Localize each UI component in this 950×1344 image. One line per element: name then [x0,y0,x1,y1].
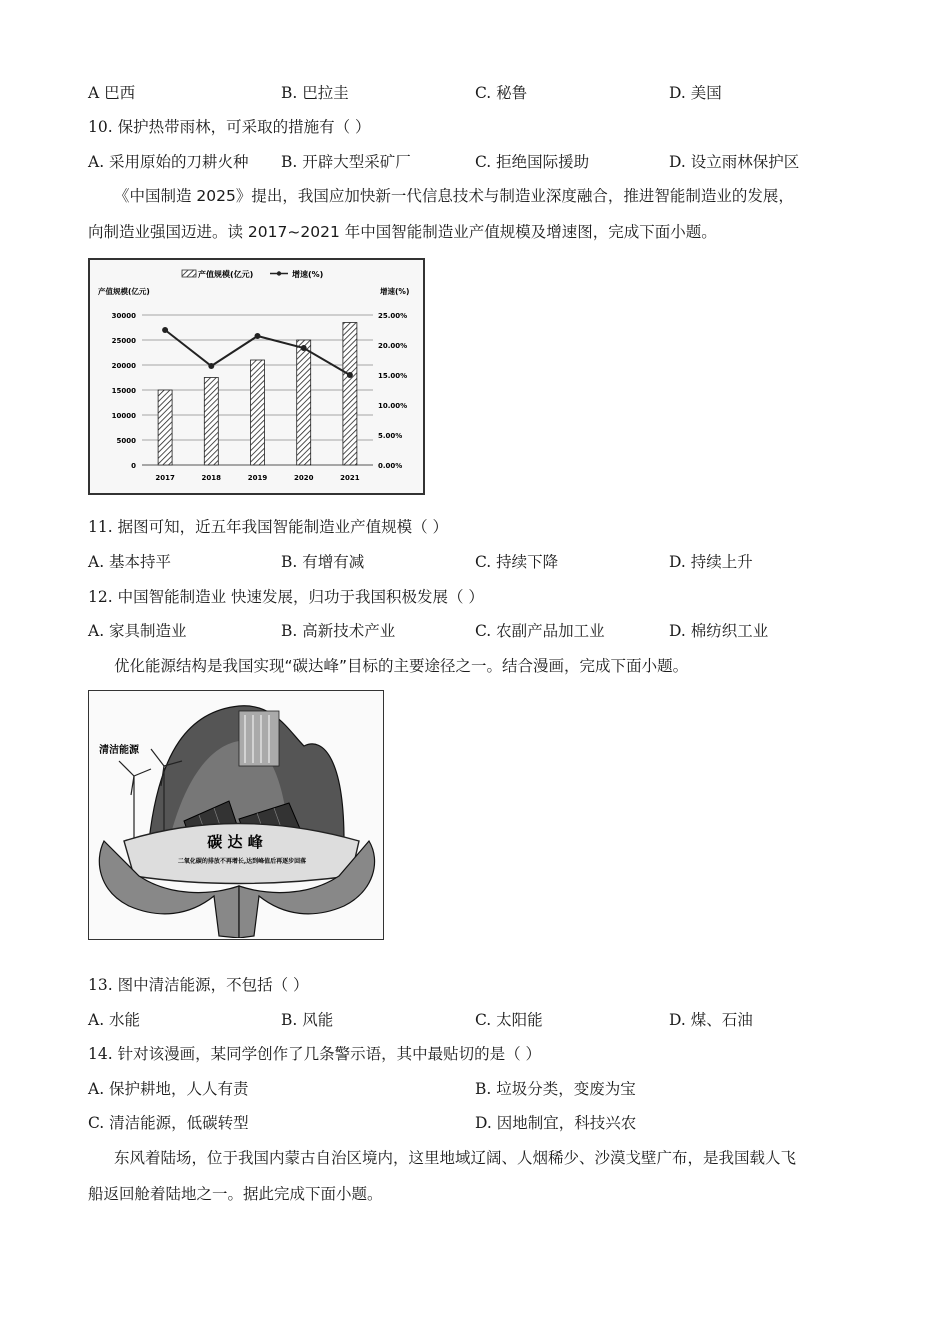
bar-2018 [204,378,218,466]
q10-stem: 10. 保护热带雨林，可采取的措施有（ ） [88,118,371,136]
carbon-peak-caption: 二氧化碳的排放不再增长,达到峰值后再逐步回落 [177,858,307,865]
chart-figure [88,258,425,495]
x-tick-label: 2018 [201,474,222,482]
y2-tick-label: 15.00% [378,372,408,380]
chart-legend [182,269,323,279]
legend-bar-swatch [182,270,196,277]
y2-tick-label: 20.00% [378,342,408,350]
q9-option-c: C. 秘鲁 [475,84,528,102]
growth-point-2017 [162,327,168,333]
y-tick-label: 25000 [111,337,136,345]
x-tick-label: 2021 [340,474,360,482]
q14-option-a: A. 保护耕地，人人有责 [88,1080,249,1098]
q10-option-a: A. 采用原始的刀耕火种 [88,153,249,171]
y-tick-label: 10000 [111,412,136,420]
q13-option-c: C. 太阳能 [475,1011,543,1029]
y-tick-label: 15000 [111,387,136,395]
bar-2019 [251,360,265,465]
growth-point-2020 [301,345,307,351]
q11-stem: 11. 据图可知，近五年我国智能制造业产值规模（ ） [88,518,449,536]
carbon-peak-title: 碳 达 峰 [207,833,263,851]
q14-option-d: D. 因地制宜，科技兴农 [475,1114,637,1132]
growth-point-2018 [208,363,214,369]
growth-point-2021 [347,372,353,378]
q14-option-b: B. 垃圾分类，变废为宝 [475,1080,636,1098]
intro3-line1: 东风着陆场，位于我国内蒙古自治区境内，这里地域辽阔、人烟稀少、沙漠戈壁广布，是我国载人飞 [114,1149,797,1167]
x-tick-label: 2017 [155,474,175,482]
q12-option-d: D. 棉纺织工业 [669,622,769,640]
legend-line-marker [277,271,281,275]
carbon-peak-cartoon [89,691,382,938]
q11-option-d: D. 持续上升 [669,553,753,571]
q11-option-a: A. 基本持平 [88,553,172,571]
q11-option-b: B. 有增有减 [281,553,365,571]
bar-2017 [158,390,172,465]
q13-option-b: B. 风能 [281,1011,334,1029]
y-tick-label: 0 [131,462,136,470]
bar-2021 [343,323,357,466]
q14-option-c: C. 清洁能源，低碳转型 [88,1114,249,1132]
y2-tick-label: 5.00% [378,432,403,440]
q14-stem: 14. 针对该漫画，某同学创作了几条警示语，其中最贴切的是（ ） [88,1045,542,1063]
y2-axis-label: 增速(%) [380,287,410,296]
q12-option-b: B. 高新技术产业 [281,622,396,640]
q12-option-a: A. 家具制造业 [88,622,187,640]
x-tick-label: 2019 [247,474,268,482]
q9-option-d: D. 美国 [669,84,722,102]
y-tick-label: 20000 [111,362,136,370]
y2-tick-label: 0.00% [378,462,403,470]
intro3-line2: 船返回舱着陆地之一。据此完成下面小题。 [88,1185,383,1203]
production-chart [90,260,423,493]
legend-line-label: 增速(%) [292,270,324,279]
y2-tick-label: 25.00% [378,312,408,320]
bar-2020 [297,340,311,465]
legend-bar-label: 产值规模(亿元) [198,270,254,279]
q13-option-d: D. 煤、石油 [669,1011,753,1029]
x-tick-label: 2020 [293,474,314,482]
q10-option-c: C. 拒绝国际援助 [475,153,590,171]
q12-stem: 12. 中国智能制造业 快速发展，归功于我国积极发展（ ） [88,588,484,606]
q11-option-c: C. 持续下降 [475,553,559,571]
y-axis-label: 产值规模(亿元) [98,287,150,296]
y-tick-label: 5000 [116,437,136,445]
q12-option-c: C. 农副产品加工业 [475,622,605,640]
intro1-line1: 《中国制造 2025》提出，我国应加快新一代信息技术与制造业深度融合，推进智能制造业的发展， [114,187,794,205]
y2-tick-label: 10.00% [378,402,408,410]
intro1-line2: 向制造业强国迈进。读 2017~2021 年中国智能制造业产值规模及增速图，完成下面小题。 [88,223,717,241]
growth-point-2019 [255,333,261,339]
q10-option-b: B. 开辟大型采矿厂 [281,153,411,171]
y-tick-label: 30000 [111,312,136,320]
q9-option-a: A 巴西 [88,84,136,102]
q13-option-a: A. 水能 [88,1011,141,1029]
q13-stem: 13. 图中清洁能源，不包括（ ） [88,976,309,994]
q9-option-b: B. 巴拉圭 [281,84,349,102]
q10-option-d: D. 设立雨林保护区 [669,153,800,171]
cartoon-figure [88,690,384,940]
clean-energy-label: 清洁能源 [99,745,139,756]
intro2: 优化能源结构是我国实现“碳达峰”目标的主要途径之一。结合漫画，完成下面小题。 [114,657,689,675]
